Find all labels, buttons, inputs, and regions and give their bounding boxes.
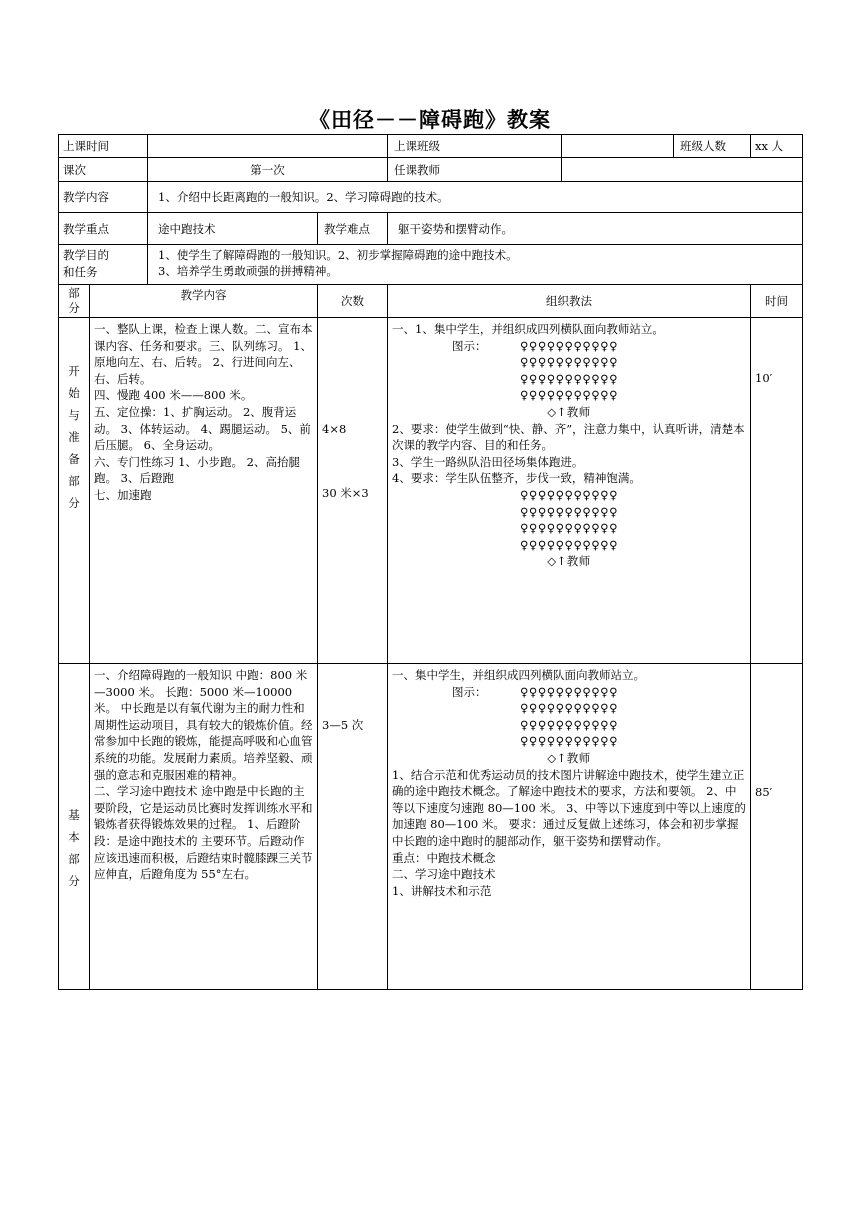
content-label: 教学内容 — [59, 182, 148, 213]
s1-formation-row: ♀♀♀♀♀♀♀♀♀♀♀ — [520, 338, 618, 353]
section-2-part: 基 本 部 分 — [59, 664, 90, 990]
s1-formation-row: ♀♀♀♀♀♀♀♀♀♀♀ — [520, 355, 618, 370]
s1-formation — [392, 338, 746, 421]
section-1-method — [388, 318, 751, 664]
col-part-line-1: 部 — [68, 286, 80, 300]
difficulty-label: 教学难点 — [318, 213, 388, 245]
col-content-header: 教学内容 — [90, 285, 318, 318]
count-value: xx 人 — [751, 135, 803, 158]
col-time-header: 时间 — [751, 285, 803, 318]
section-1-times-1: 4×8 — [322, 422, 347, 436]
section-2-time: 85′ — [751, 664, 803, 990]
key-value: 途中跑技术 — [148, 213, 318, 245]
s2-method-line4: 二、学习途中跑技术 — [392, 867, 496, 882]
col-method-header: 组织教法 — [388, 285, 751, 318]
goal-line-1: 1、使学生了解障碍跑的一般知识。2、初步掌握障碍跑的途中跑技术。 — [158, 248, 518, 262]
section-2-content: 一、介绍障碍跑的一般知识 中跑：800 米—3000 米。 长跑：5000 米—10000 米。 中长跑是以有氧代谢为主的耐力性和周期性运动项目，具有较大的锻炼价值。经常参加中长跑的锻炼，能提高呼吸和心血管系统的功能。发展耐力素质。培养坚毅、顽强的意志和克服困难的精神。 二、学习途中跑技术 途中跑是中长跑的主要阶段，它是运动员比赛时发挥训练水平和锻炼者获得锻炼效果的过程。 1、后蹬阶段：是途中跑技术的 主要环节。后蹬动作应该迅速而积极，后蹬结束时髋膝踝三关节应伸直，后蹬角度为 55°左右。 — [90, 664, 318, 990]
lesson-plan-table — [58, 134, 803, 990]
s1-formation-row: ♀♀♀♀♀♀♀♀♀♀♀ — [520, 388, 618, 403]
s2-fig-label: 图示： — [452, 684, 487, 699]
goal-label-line-2: 和任务 — [63, 265, 98, 279]
section-2-times — [318, 664, 388, 990]
col-part-line-2: 分 — [68, 301, 80, 315]
s1-teacher-marker-2: ◇↑教师 — [547, 554, 591, 569]
s1-formation2-row: ♀♀♀♀♀♀♀♀♀♀♀ — [520, 504, 618, 519]
s2-method-line3: 重点：中跑技术概念 — [392, 850, 496, 865]
goal-label — [59, 245, 148, 285]
class-time-value — [148, 135, 388, 158]
s2-formation-row: ♀♀♀♀♀♀♀♀♀♀♀ — [520, 734, 618, 749]
section-2-method — [388, 664, 751, 990]
s2-formation-row: ♀♀♀♀♀♀♀♀♀♀♀ — [520, 717, 618, 732]
s1-method-line4: 4、要求：学生队伍整齐，步伐一致，精神饱满。 — [392, 471, 641, 486]
goal-value — [148, 245, 803, 285]
s2-method-line5: 1、讲解技术和示范 — [392, 883, 492, 898]
class-label: 上课班级 — [388, 135, 562, 158]
class-time-label: 上课时间 — [59, 135, 148, 158]
goal-label-line-1: 教学目的 — [63, 248, 109, 262]
s2-formation-row: ♀♀♀♀♀♀♀♀♀♀♀ — [520, 684, 618, 699]
key-label: 教学重点 — [59, 213, 148, 245]
row-content — [59, 182, 803, 213]
s1-formation-row: ♀♀♀♀♀♀♀♀♀♀♀ — [520, 371, 618, 386]
s1-formation2-row: ♀♀♀♀♀♀♀♀♀♀♀ — [520, 487, 618, 502]
row-key-points — [59, 213, 803, 245]
session-label: 课次 — [59, 158, 148, 182]
row-class-time — [59, 135, 803, 158]
row-column-headers — [59, 285, 803, 318]
content-value: 1、介绍中长距离跑的一般知识。2、学习障碍跑的技术。 — [148, 182, 803, 213]
teacher-value — [562, 158, 803, 182]
s2-method-line1: 一、集中学生，并组织成四列横队面向教师站立。 — [392, 668, 645, 682]
s1-method-line3: 3、学生一路纵队沿田径场集体跑进。 — [392, 454, 584, 469]
s2-formation — [392, 684, 746, 767]
section-1-time: 10′ — [751, 318, 803, 664]
col-part-header — [59, 285, 90, 318]
s1-method-line2: 2、要求：使学生做到“快、静、齐”，注意力集中，认真听讲，清楚本次课的教学内容、目的和任务。 — [392, 421, 745, 453]
difficulty-value: 躯干姿势和摆臂动作。 — [388, 213, 803, 245]
page-title: 《田径－－障碍跑》教案 — [309, 108, 551, 132]
section-warmup — [59, 318, 803, 664]
section-main — [59, 664, 803, 990]
class-value — [562, 135, 674, 158]
s1-formation2-row: ♀♀♀♀♀♀♀♀♀♀♀ — [520, 521, 618, 536]
col-times-header: 次数 — [318, 285, 388, 318]
count-label: 班级人数 — [674, 135, 751, 158]
section-2-times-1: 3—5 次 — [322, 718, 364, 732]
section-1-content: 一、整队上课，检查上课人数。二、宣布本课内容、任务和要求。三、队列练习。 1、原地向左、右、后转。 2、行进间向左、右、后转。 四、慢跑 400 米——800 米。 五、定位操：1、扩胸运动。 2、腹背运动。 3、体转运动。 4、踢腿运动。 5、前后压腿。 6、全身运动。 六、专门性练习 1、小步跑。 2、高抬腿跑。 3、后蹬跑 七、加速跑 — [90, 318, 318, 664]
session-value: 第一次 — [148, 158, 388, 182]
s1-teacher-marker: ◇↑教师 — [547, 404, 591, 419]
s2-formation-row: ♀♀♀♀♀♀♀♀♀♀♀ — [520, 701, 618, 716]
s2-teacher-marker: ◇↑教师 — [547, 750, 591, 765]
row-session — [59, 158, 803, 182]
s1-method-line1: 一、1、集中学生，并组织成四列横队面向教师站立。 — [392, 322, 664, 336]
section-1-times-2: 30 米×3 — [322, 485, 369, 500]
s2-method-line2: 1、结合示范和优秀运动员的技术图片讲解途中跑技术，使学生建立正确的途中跑技术概念。了解途中跑技术的要求，方法和要领。 2、中等以下速度匀速跑 80—100 米。 3、中等以下速度到中等以上速度的加速跑 80—100 米。 要求：通过反复做上述练习，体会和初步掌握中长跑的途中跑时的腿部动作，躯干姿势和摆臂动作。 — [392, 767, 746, 848]
section-1-times — [318, 318, 388, 664]
row-goals — [59, 245, 803, 285]
s1-formation2-row: ♀♀♀♀♀♀♀♀♀♀♀ — [520, 537, 618, 552]
goal-line-2: 3、培养学生勇敢顽强的拼搏精神。 — [158, 264, 338, 278]
s1-fig-label: 图示： — [452, 338, 487, 353]
teacher-label: 任课教师 — [388, 158, 562, 182]
section-1-part: 开 始 与 准 备 部 分 — [59, 318, 90, 664]
